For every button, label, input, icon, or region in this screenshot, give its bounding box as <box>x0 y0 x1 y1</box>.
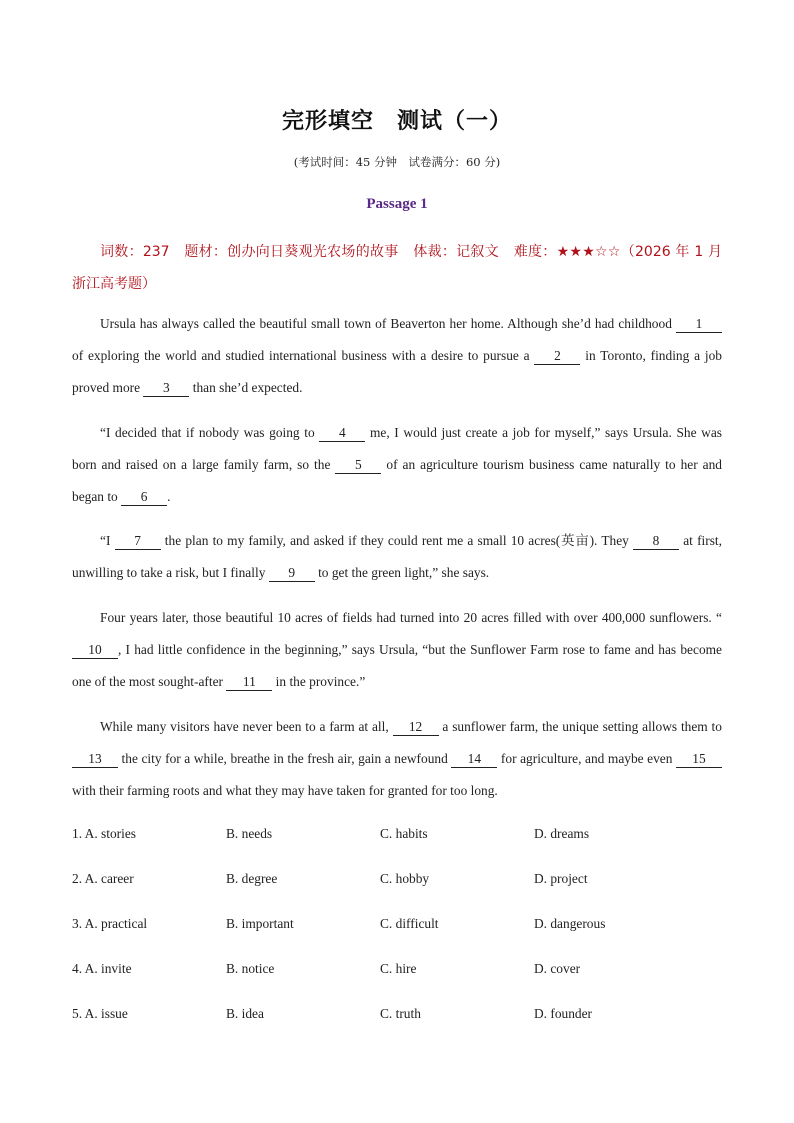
blank-5[interactable]: 5 <box>335 457 381 474</box>
blank-1[interactable]: 1 <box>676 316 722 333</box>
blank-3[interactable]: 3 <box>143 380 189 397</box>
options-row-1 <box>72 826 722 848</box>
option-2a[interactable]: 2. A. career <box>72 871 134 886</box>
blank-2[interactable]: 2 <box>534 348 580 365</box>
option-2d[interactable]: D. project <box>534 871 588 886</box>
option-5a[interactable]: 5. A. issue <box>72 1006 128 1021</box>
blank-10[interactable]: 10 <box>72 642 118 659</box>
difficulty: 难度：★★★☆☆（2026 年 1 月浙江高考题） <box>72 244 723 292</box>
exam-info: (考试时间：45 分钟 试卷满分：60 分) <box>293 155 501 169</box>
option-3b[interactable]: B. important <box>226 916 294 931</box>
topic: 题材：创办向日葵观光农场的故事 <box>184 244 399 260</box>
option-4b[interactable]: B. notice <box>226 961 275 976</box>
blank-7[interactable]: 7 <box>115 533 161 550</box>
paragraph-5: While many visitors have never been to a farm at all, 12 a sunflower farm, the unique setting allows them to 13 the city for a while, breathe in the fresh air, gain a newfound 14 for agriculture, and maybe even 15 with their farming roots and what they may have taken for granted for too long. <box>72 719 722 798</box>
word-count: 词数：237 <box>100 244 170 260</box>
passage-meta <box>72 236 722 300</box>
options-row-3 <box>72 916 722 938</box>
option-1b[interactable]: B. needs <box>226 826 273 841</box>
option-5d[interactable]: D. founder <box>534 1006 593 1021</box>
option-5b[interactable]: B. idea <box>226 1006 264 1021</box>
option-4d[interactable]: D. cover <box>534 961 581 976</box>
option-4a[interactable]: 4. A. invite <box>72 961 132 976</box>
option-1a[interactable]: 1. A. stories <box>72 826 136 841</box>
blank-8[interactable]: 8 <box>633 533 679 550</box>
option-2c[interactable]: C. hobby <box>380 871 430 886</box>
option-1d[interactable]: D. dreams <box>534 826 590 841</box>
page-title: 完形填空 测试（一） <box>281 109 512 134</box>
blank-6[interactable]: 6 <box>121 489 167 506</box>
option-3a[interactable]: 3. A. practical <box>72 916 148 931</box>
blank-12[interactable]: 12 <box>393 719 439 736</box>
blank-4[interactable]: 4 <box>319 425 365 442</box>
genre: 体裁：记叙文 <box>413 244 499 260</box>
options-row-4 <box>72 961 722 983</box>
option-3c[interactable]: C. difficult <box>380 916 439 931</box>
paragraph-1: Ursula has always called the beautiful small town of Beaverton her home. Although she’d had childhood 1 of exploring the world and studied international business with a desire to pursue a 2 in Toronto, finding a job proved more 3 than she’d expected. <box>72 316 723 395</box>
paragraph-3: “I 7 the plan to my family, and asked if they could rent me a small 10 acres(英亩). They 8 at first, unwilling to take a risk, but I finally 9 to get the green light,” she says. <box>72 533 722 580</box>
option-1c[interactable]: C. habits <box>380 826 428 841</box>
paragraph-4: Four years later, those beautiful 10 acres of fields had turned into 20 acres filled with over 400,000 sunflowers. “10 , I had little confidence in the beginning,” says Ursula, “but the Sunflower Farm rose to fame and has become one of the most sought-after 11 in the province.” <box>72 610 722 689</box>
option-4c[interactable]: C. hire <box>380 961 417 976</box>
option-5c[interactable]: C. truth <box>380 1006 421 1021</box>
paragraph-2: “I decided that if nobody was going to 4 me, I would just create a job for myself,” says Ursula. She was born and raised on a large family farm, so the 5 of an agriculture tourism business came naturally to her and began to 6 . <box>72 425 722 504</box>
options-row-2 <box>72 871 722 893</box>
option-3d[interactable]: D. dangerous <box>534 916 606 931</box>
blank-14[interactable]: 14 <box>451 751 497 768</box>
blank-15[interactable]: 15 <box>676 751 722 768</box>
blank-11[interactable]: 11 <box>226 674 272 691</box>
option-2b[interactable]: B. degree <box>226 871 278 886</box>
passage-title: Passage 1 <box>366 196 428 212</box>
options-row-5 <box>72 1006 722 1028</box>
blank-9[interactable]: 9 <box>269 565 315 582</box>
blank-13[interactable]: 13 <box>72 751 118 768</box>
